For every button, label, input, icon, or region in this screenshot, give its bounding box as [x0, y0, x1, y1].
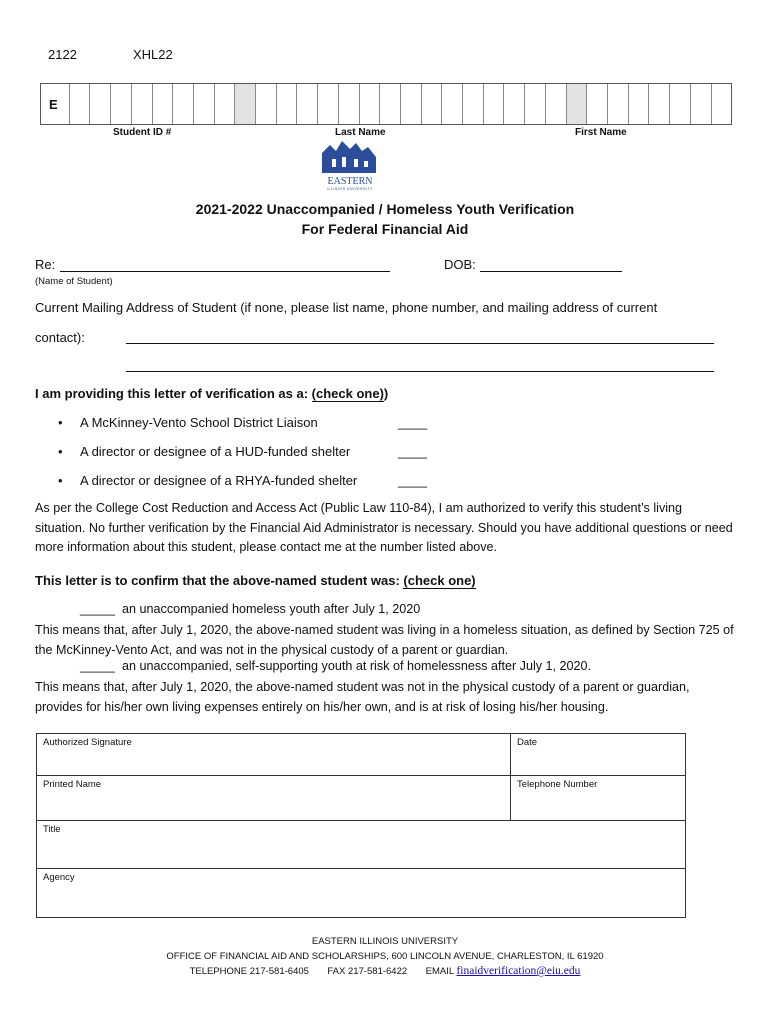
logo-subtext: ILLINOIS UNIVERSITY: [327, 187, 373, 191]
dob-field[interactable]: [480, 259, 622, 272]
signature-table: [36, 733, 686, 918]
rhya-checkbox[interactable]: ____: [398, 473, 427, 488]
first-name-label: First Name: [575, 127, 627, 138]
student-id-name-grid[interactable]: [40, 83, 732, 125]
page-subtitle: For Federal Financial Aid: [301, 221, 469, 237]
telephone-field[interactable]: Telephone Number: [511, 776, 685, 821]
homeless-description: This means that, after July 1, 2020, the above-named student was living in a homeless situation, as defined by Section 725 of the McKinney-Vento Act, and was not in the physical custody of a parent or guardian.: [35, 623, 734, 657]
footer-contact: TELEPHONE 217-581-6405 FAX 217-581-6422 EMAIL finaidverification@eiu.edu: [189, 965, 581, 977]
authorization-statement: As per the College Cost Reduction and Access Act (Public Law 110-84), I am authorized to verify this student’s living situation. No further verification by the Financial Aid Administrator is necessary. Should you have additional questions or need more information about this student, please contact me at the number listed above.: [35, 501, 733, 554]
form-code: 2122: [48, 47, 77, 62]
title-field[interactable]: Title: [37, 821, 685, 869]
agency-field[interactable]: Agency: [43, 872, 75, 883]
student-id-label: Student ID #: [113, 127, 172, 138]
address-field-line1[interactable]: [126, 331, 714, 344]
date-field[interactable]: Date: [511, 734, 685, 776]
footer-office: OFFICE OF FINANCIAL AID AND SCHOLARSHIPS, 600 LINCOLN AVENUE, CHARLESTON, IL 61920: [166, 951, 604, 962]
verifier-option-liaison: • A McKinney-Vento School District Liaison: [58, 415, 318, 430]
at-risk-description: This means that, after July 1, 2020, the above-named student was not in the physical custody of a parent or guardian, provides for his/her own living expenses entirely on his/her own, and is at risk of losing his/her housing.: [35, 680, 690, 714]
liaison-checkbox[interactable]: ____: [398, 415, 427, 430]
printed-name-field[interactable]: Printed Name: [37, 776, 511, 821]
page-title: 2021-2022 Unaccompanied / Homeless Youth Verification: [195, 201, 575, 217]
homeless-checkbox[interactable]: _____: [80, 602, 116, 616]
hud-checkbox[interactable]: ____: [398, 444, 427, 459]
confirm-check-one-note: (check one): [403, 573, 476, 588]
confirm-heading: This letter is to confirm that the above-named student was: (check one): [35, 573, 476, 588]
email-link[interactable]: finaidverification@eiu.edu: [456, 965, 581, 977]
verifier-option-hud: • A director or designee of a HUD-funded shelter: [58, 444, 351, 459]
logo-text: EASTERN: [327, 176, 373, 187]
at-risk-checkbox[interactable]: _____: [80, 659, 116, 673]
address-field-line2[interactable]: [126, 359, 714, 372]
address-label-line1: Current Mailing Address of Student (if none, please list name, phone number, and mailing address of current: [35, 300, 658, 315]
name-of-student-note: (Name of Student): [35, 276, 113, 287]
verifier-heading: I am providing this letter of verification as a: (check one)): [35, 386, 389, 401]
grid-prefix: E: [41, 84, 70, 124]
eiu-logo: [318, 139, 382, 189]
form-code-2: XHL22: [133, 47, 173, 62]
footer-university: EASTERN ILLINOIS UNIVERSITY: [311, 936, 459, 947]
verifier-option-rhya: • A director or designee of a RHYA-funded shelter: [58, 473, 358, 488]
confirm-option-homeless: _____ an unaccompanied homeless youth after July 1, 2020: [80, 602, 421, 616]
re-label: Re:: [35, 257, 56, 272]
check-one-note: (check one): [311, 386, 384, 401]
address-label-line2: contact):: [35, 330, 85, 345]
authorized-signature-field[interactable]: Authorized Signature: [37, 734, 511, 776]
building-logo-icon: [318, 139, 382, 173]
confirm-option-at-risk: _____ an unaccompanied, self-supporting youth at risk of homelessness after July 1, 2020.: [80, 659, 592, 673]
student-name-field[interactable]: [60, 259, 390, 272]
last-name-label: Last Name: [335, 127, 386, 138]
dob-label: DOB:: [444, 257, 476, 272]
